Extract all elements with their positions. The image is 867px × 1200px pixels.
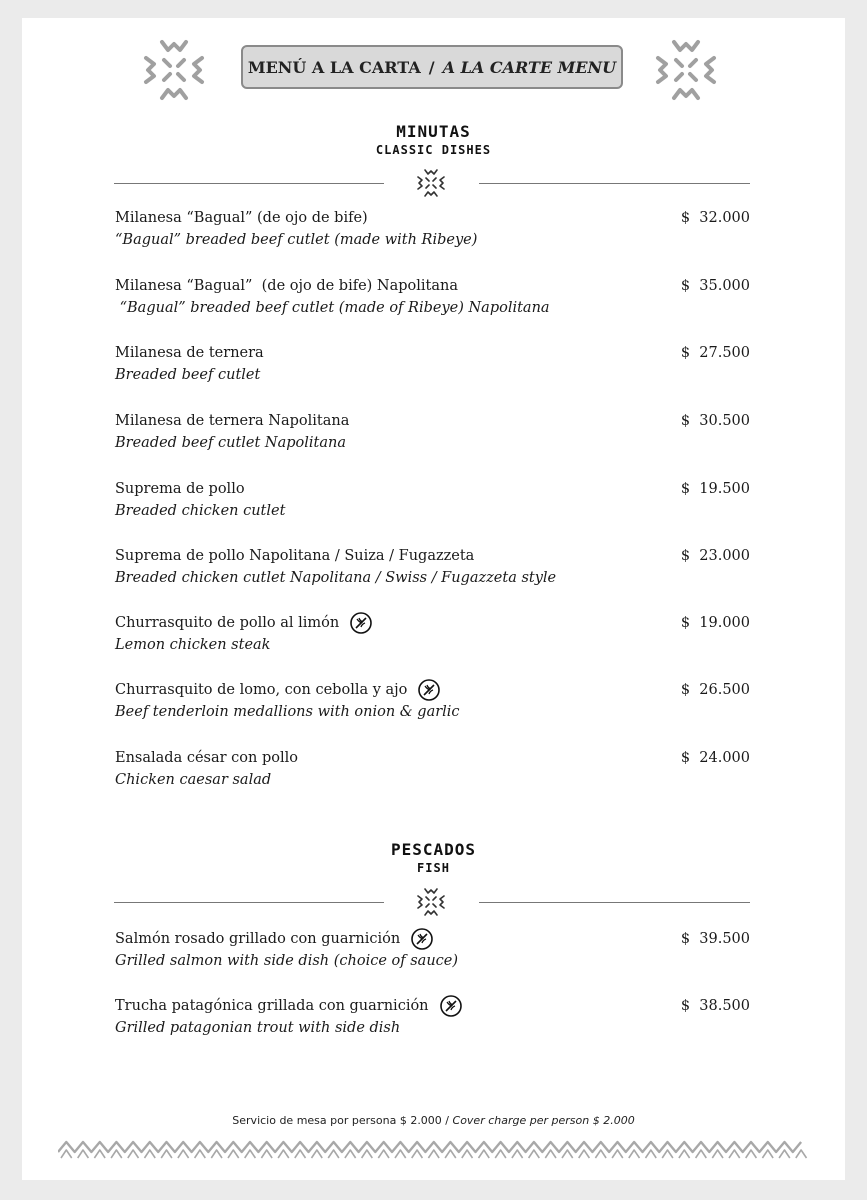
menu-title-separator: / [428, 57, 435, 77]
gluten-free-icon [439, 994, 463, 1018]
section-divider [114, 167, 750, 199]
dish-name-es: Milanesa “Bagual” (de ojo de bife) [115, 210, 368, 226]
menu-title-box [241, 45, 623, 89]
dish-price: $ 35.000 [680, 278, 750, 294]
menu-item [115, 207, 750, 253]
dish-price: $ 27.500 [680, 345, 750, 361]
dish-name-en: Breaded beef cutlet Napolitana [115, 435, 347, 451]
mini-sun-star-icon [415, 167, 447, 199]
dish-price: $ 38.500 [680, 998, 750, 1014]
menu-item [115, 747, 750, 793]
divider-line-right [479, 183, 750, 184]
cover-charge-note [22, 1114, 845, 1127]
menu-item [115, 545, 750, 591]
dish-name-es: Milanesa de ternera Napolitana [115, 413, 350, 429]
sun-star-emblem-icon [654, 38, 718, 102]
menu-item [115, 410, 750, 456]
dish-name-en: Breaded chicken cutlet Napolitana / Swiss / Fugazzeta style [115, 570, 557, 586]
section-header-minutas [22, 122, 845, 157]
dish-name-en: Chicken caesar salad [115, 772, 272, 788]
zigzag-line [58, 1142, 801, 1152]
section-title: MINUTAS [396, 122, 471, 141]
dish-name-en: Beef tenderloin medallions with onion & garlic [115, 704, 460, 720]
cover-charge-es: Servicio de mesa por persona $ 2.000 / [232, 1114, 453, 1127]
dish-price: $ 24.000 [680, 750, 750, 766]
gluten-free-icon [410, 927, 434, 951]
dish-name-en: “Bagual” breaded beef cutlet (made with Ribeye) [115, 232, 478, 248]
divider-line-left [114, 183, 384, 184]
dish-name-en: “Bagual” breaded beef cutlet (made of Ribeye) Napolitana [115, 300, 550, 316]
divider-line-right [479, 902, 750, 903]
menu-item [115, 995, 750, 1041]
menu-item [115, 928, 750, 974]
mini-sun-star-icon [415, 886, 447, 918]
menu-page [22, 18, 845, 1180]
cover-charge-en: Cover charge per person $ 2.000 [452, 1114, 635, 1127]
dish-name-en: Breaded beef cutlet [115, 367, 261, 383]
sun-star-emblem-icon [142, 38, 206, 102]
dish-price: $ 23.000 [680, 548, 750, 564]
dish-name-es: Trucha patagónica grillada con guarnición [115, 995, 750, 1017]
menu-title-en: A LA CARTE MENU [442, 57, 617, 77]
dish-name-en: Grilled patagonian trout with side dish [115, 1020, 401, 1036]
dish-price: $ 26.500 [680, 682, 750, 698]
dish-name-es: Suprema de pollo [115, 481, 245, 497]
dish-name-es: Salmón rosado grillado con guarnición [115, 928, 750, 950]
zigzag-border [58, 1136, 810, 1162]
dish-name-es: Churrasquito de lomo, con cebolla y ajo [115, 679, 750, 701]
dish-name-en: Lemon chicken steak [115, 637, 271, 653]
menu-item [115, 275, 750, 321]
section-subtitle: CLASSIC DISHES [375, 143, 492, 157]
gluten-free-icon [417, 678, 441, 702]
gluten-free-icon [349, 611, 373, 635]
menu-item [115, 679, 750, 725]
dish-name-en: Grilled salmon with side dish (choice of sauce) [115, 953, 459, 969]
section-divider [114, 886, 750, 918]
dish-name-es: Milanesa “Bagual” (de ojo de bife) Napolitana [115, 278, 459, 294]
menu-item [115, 478, 750, 524]
dish-price: $ 30.500 [680, 413, 750, 429]
menu-title-es: MENÚ A LA CARTA [247, 57, 421, 77]
dish-price: $ 19.500 [680, 481, 750, 497]
dish-name-es: Churrasquito de pollo al limón [115, 612, 750, 634]
dish-name-es: Milanesa de ternera [115, 345, 264, 361]
dish-price: $ 32.000 [680, 210, 750, 226]
dish-price: $ 19.000 [680, 615, 750, 631]
dish-name-es: Ensalada césar con pollo [115, 750, 298, 766]
dish-price: $ 39.500 [680, 931, 750, 947]
menu-item [115, 612, 750, 658]
dish-name-en: Breaded chicken cutlet [115, 503, 286, 519]
section-title: PESCADOS [390, 840, 477, 859]
dish-name-es: Suprema de pollo Napolitana / Suiza / Fugazzeta [115, 548, 475, 564]
section-subtitle: FISH [417, 861, 450, 875]
section-header-pescados [22, 840, 845, 875]
menu-item [115, 342, 750, 388]
divider-line-left [114, 902, 384, 903]
